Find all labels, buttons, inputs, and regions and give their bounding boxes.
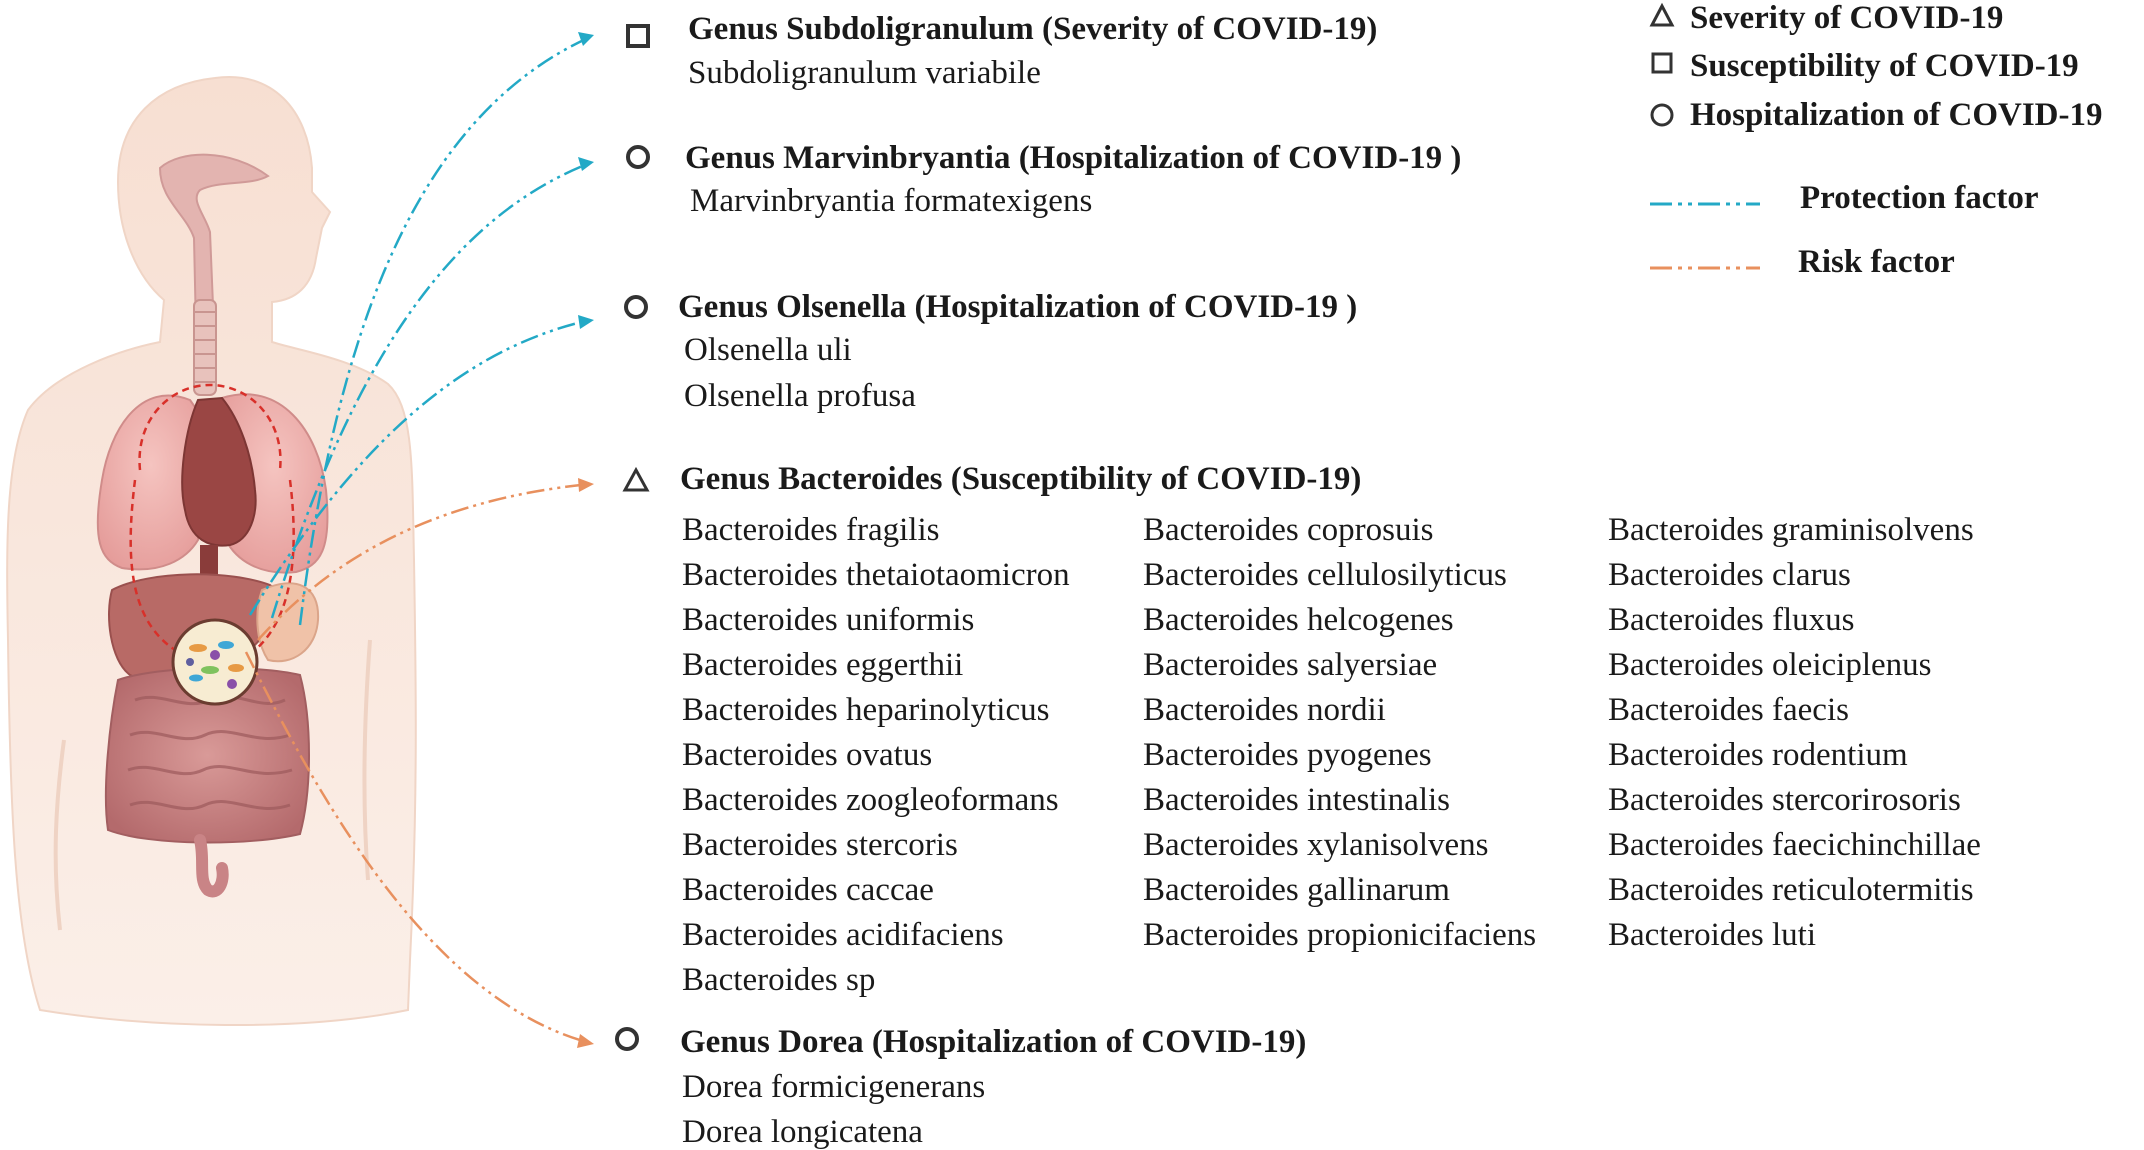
species-item: Bacteroides nordii — [1143, 692, 1386, 728]
species-item: Bacteroides coprosuis — [1143, 512, 1434, 548]
species-item: Bacteroides gallinarum — [1143, 872, 1450, 908]
species-item: Bacteroides acidifaciens — [682, 917, 1004, 953]
group-markers — [617, 26, 648, 1049]
species-item: Bacteroides fluxus — [1608, 602, 1855, 638]
group-header-subdoligranulum: Genus Subdoligranulum (Severity of COVID-19) — [688, 11, 1378, 47]
species-item: Bacteroides thetaiotaomicron — [682, 557, 1070, 593]
legend-markers — [1652, 6, 1672, 125]
protection-arrowheads — [578, 32, 594, 329]
circle-marker — [628, 147, 648, 167]
group-header-dorea: Genus Dorea (Hospitalization of COVID-19) — [680, 1024, 1307, 1060]
species-item: Bacteroides graminisolvens — [1608, 512, 1974, 548]
species-item: Olsenella uli — [684, 332, 852, 368]
species-item: Bacteroides xylanisolvens — [1143, 827, 1489, 863]
species-item: Bacteroides helcogenes — [1143, 602, 1454, 638]
circle-marker — [617, 1029, 637, 1049]
species-item: Bacteroides faecis — [1608, 692, 1849, 728]
legend-protection: Protection factor — [1800, 180, 2039, 216]
legend-susceptibility: Susceptibility of COVID-19 — [1690, 48, 2079, 84]
triangle-marker — [625, 470, 647, 490]
species-item: Subdoligranulum variabile — [688, 55, 1041, 91]
square-marker — [628, 26, 648, 46]
group-header-bacteroides: Genus Bacteroides (Susceptibility of COVID-19) — [680, 461, 1362, 497]
square-icon — [1653, 54, 1671, 72]
species-item: Bacteroides cellulosilyticus — [1143, 557, 1507, 593]
risk-arrowheads — [577, 478, 594, 1048]
species-item: Bacteroides luti — [1608, 917, 1817, 953]
legend-risk: Risk factor — [1798, 244, 1955, 280]
circle-icon — [1652, 105, 1672, 125]
species-item: Dorea longicatena — [682, 1114, 923, 1150]
species-item: Bacteroides heparinolyticus — [682, 692, 1050, 728]
species-item: Bacteroides faecichinchillae — [1608, 827, 1981, 863]
legend-line-samples — [1650, 204, 1760, 268]
species-item: Bacteroides salyersiae — [1143, 647, 1438, 683]
species-item: Bacteroides clarus — [1608, 557, 1851, 593]
species-item: Bacteroides stercorirosoris — [1608, 782, 1961, 818]
triangle-icon — [1652, 6, 1672, 25]
species-item: Bacteroides sp — [682, 962, 876, 998]
species-item: Bacteroides reticulotermitis — [1608, 872, 1974, 908]
species-item: Bacteroides rodentium — [1608, 737, 1908, 773]
species-item: Olsenella profusa — [684, 378, 916, 414]
species-item: Bacteroides stercoris — [682, 827, 958, 863]
species-item: Bacteroides intestinalis — [1143, 782, 1451, 818]
species-item: Bacteroides zoogleoformans — [682, 782, 1059, 818]
species-item: Bacteroides propionicifaciens — [1143, 917, 1537, 953]
group-header-olsenella: Genus Olsenella (Hospitalization of COVID-19 ) — [678, 289, 1358, 325]
circle-marker — [626, 297, 646, 317]
species-item: Bacteroides caccae — [682, 872, 934, 908]
species-item: Bacteroides eggerthii — [682, 647, 964, 683]
group-header-marvinbryantia: Genus Marvinbryantia (Hospitalization of COVID-19 ) — [685, 140, 1462, 176]
species-item: Bacteroides ovatus — [682, 737, 933, 773]
species-item: Bacteroides uniformis — [682, 602, 975, 638]
species-item: Bacteroides fragilis — [682, 512, 940, 548]
species-item: Dorea formicigenerans — [682, 1069, 986, 1105]
gut-microbiota-circle — [173, 620, 257, 704]
species-item: Marvinbryantia formatexigens — [690, 183, 1093, 219]
species-item: Bacteroides pyogenes — [1143, 737, 1432, 773]
species-item: Bacteroides oleiciplenus — [1608, 647, 1932, 683]
legend-severity: Severity of COVID-19 — [1690, 0, 2004, 36]
legend-hospitalization: Hospitalization of COVID-19 — [1690, 97, 2103, 133]
